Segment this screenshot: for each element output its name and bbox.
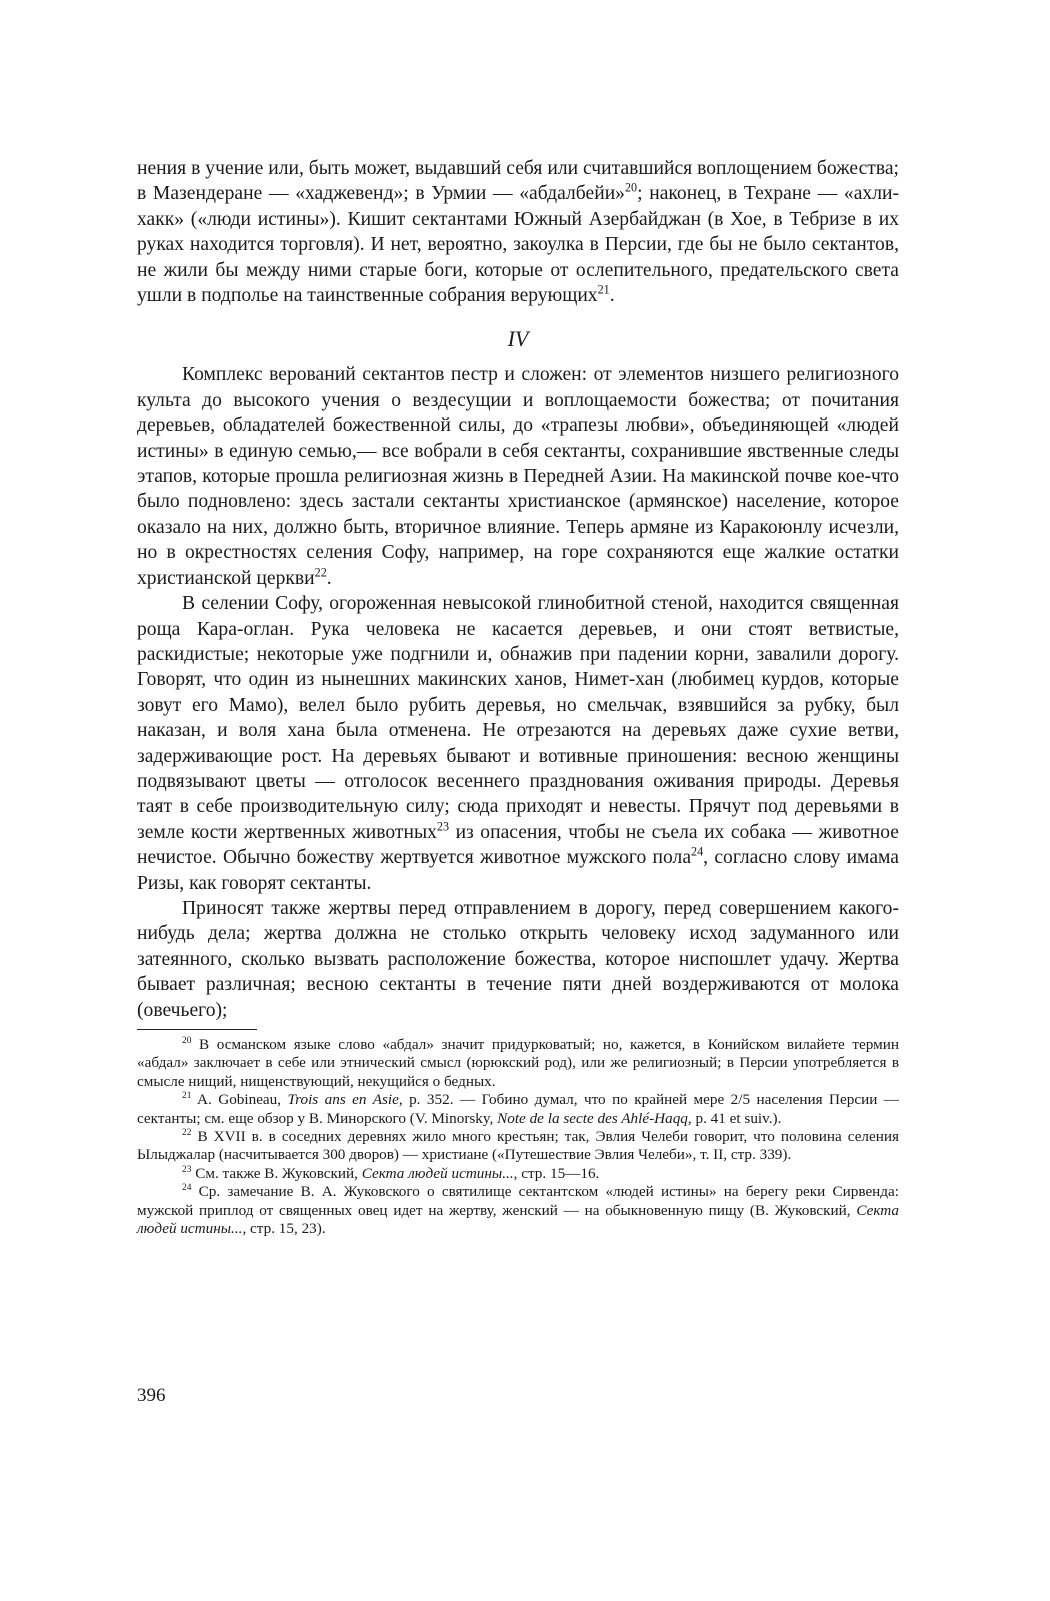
footnote-text: См. также В. Жуковский,	[195, 1164, 362, 1182]
citation-title: Секта людей истины...	[137, 1201, 899, 1238]
citation-title: Note de la secte des Ahlé-Haqq	[497, 1109, 688, 1127]
footnote-number: 21	[182, 1091, 192, 1102]
paragraph	[137, 591, 899, 896]
footnote	[137, 1165, 899, 1183]
footnote-number: 23	[182, 1164, 192, 1175]
text-run: , согласно слову имама Ризы, как говорят сектанты.	[137, 847, 899, 894]
footnote-divider	[137, 1029, 257, 1030]
footnote-ref: 21	[597, 282, 610, 297]
footnote-number: 24	[182, 1183, 192, 1194]
text-run: ; наконец, в Техране — «ахли-хакк» («люди истины»). Кишит сектантами Южный Азербайджан (в Хое, в Тебризе в их руках находится торговля). И нет, вероятно, закоулка в Персии, где бы не было сектантов, не жили бы между ними старые боги, которые от ослепительного, предательского света ушли в подполье на таинственные собрания верующих	[137, 183, 899, 307]
paragraph	[137, 362, 899, 591]
footnote	[137, 1183, 899, 1238]
text-run: .	[326, 567, 332, 589]
citation-title: Секта людей истины...	[361, 1164, 514, 1182]
footnotes	[137, 1036, 899, 1238]
footnote-text: , стр. 15—16.	[513, 1164, 600, 1182]
footnote-text: , p. 41 et suiv.).	[687, 1109, 782, 1127]
footnote-ref: 20	[624, 180, 638, 195]
section-heading: IV	[507, 326, 529, 352]
text-run: .	[609, 285, 615, 307]
text-run: из опасения, чтобы не съела их собака — животное нечистое. Обычно божеству жертвуется животное мужского пола	[137, 821, 900, 869]
footnote-text: , p. 352. — Гобино думал, что по крайней мере 2/5 населения Персии — сектанты; см. еще обзор у В. Минорского (V. Minorsky,	[137, 1091, 899, 1127]
footnote	[137, 1036, 899, 1091]
text-run: Комплекс верований сектантов пестр и сложен: от элементов низшего религиозного культа до высокого учения о вездесущии и воплощаемости божества; от почитания деревьев, обладателей божественной силы, до «трапезы любви», объединяющей «людей истины» в единую семью,— все вобрали в себя сектанты, сохранившие явственные следы этапов, которые прошла религиозная жизнь в Передней Азии. На макинской почве кое-что было подновлено: здесь застали сектанты христианское (армянское) население, которое оказало на них, должно быть, вторичное влияние. Теперь армяне из Каракоюнлу исчезли, но в окрестностях селения Софу, например, на горе сохраняются еще жалкие остатки христианской церкви	[137, 364, 899, 589]
citation-title: Trois ans en Asie	[287, 1091, 399, 1109]
paragraph: Приносят также жертвы перед отправлением в дорогу, перед совершением какого-нибудь дела; жертва должна не столько открыть человеку исход задуманного или затеянного, сколько вызвать расположение божества, которое ниспошлет удачу. Жертва бывает различная; весною сектанты в течение пяти дней воздерживаются от молока (овечьего);	[137, 897, 899, 1021]
page-body	[137, 156, 899, 1238]
footnote	[137, 1128, 899, 1165]
footnote-number: 20	[182, 1035, 192, 1046]
footnote-ref: 22	[314, 565, 327, 580]
main-text	[137, 156, 899, 1023]
footnote-text: В XVII в. в соседних деревнях жило много крестьян; так, Эвлия Челеби говорит, что половина селения Ылыджалар (насчитывается 300 дворов) — христиане («Путешествие Эвлия Челеби», т. II, стр. 339).	[137, 1128, 899, 1164]
footnote-ref: 23	[436, 819, 450, 834]
footnote-ref: 24	[691, 844, 704, 859]
footnote-text: В османском языке слово «абдал» значит придурковатый; но, кажется, в Конийском вилайете термин «абдал» заключает в себе или этнический смысл (юрюкский род), или же религиозный; в Персии употребляется в смысле нищий, нищенствующий, некущийся о бедных.	[137, 1036, 900, 1090]
continued-paragraph	[137, 156, 899, 308]
footnote-text: , стр. 15, 23).	[242, 1220, 326, 1238]
footnote-text: Ср. замечание В. А. Жуковского о святилище сектантском «людей истины» на берегу реки Сирвенда: мужской приплод от священных овец идет на жертву, женский — на обыкновенную пищу (В. Жуковский,	[137, 1183, 899, 1219]
page-number: 396	[137, 1385, 166, 1406]
footnote-text: A. Gobineau,	[197, 1091, 288, 1109]
text-run: нения в учение или, быть может, выдавший себя или считавшийся воплощением божества; в Мазендеране — «хаджевенд»; в Урмии — «абдалбейи»	[137, 158, 899, 205]
text-run: В селении Софу, огороженная невысокой глинобитной стеной, находится священная роща Кара-оглан. Рука человека не касается деревьев, и они стоят ветвистые, раскидистые; некоторые уже подгнили и, обнажив при падении корни, завалили дорогу. Говорят, что один из нынешних макинских ханов, Нимет-хан (любимец курдов, которые зовут его Мамо), велел было рубить деревья, но смельчак, взявшийся за рубку, был наказан, и воля хана была отменена. Не отрезаются на деревьях даже сухие ветви, задерживающие рост. На деревьях бывают и вотивные приношения: весною женщины подвязывают цветы — отголосок весеннего празднования оживания природы. Деревья таят в себе производительную силу; сюда приходят и невесты. Прячут под деревьями в земле кости жертвенных животных	[137, 593, 899, 843]
footnote	[137, 1091, 899, 1128]
footnote-number: 22	[182, 1127, 192, 1138]
